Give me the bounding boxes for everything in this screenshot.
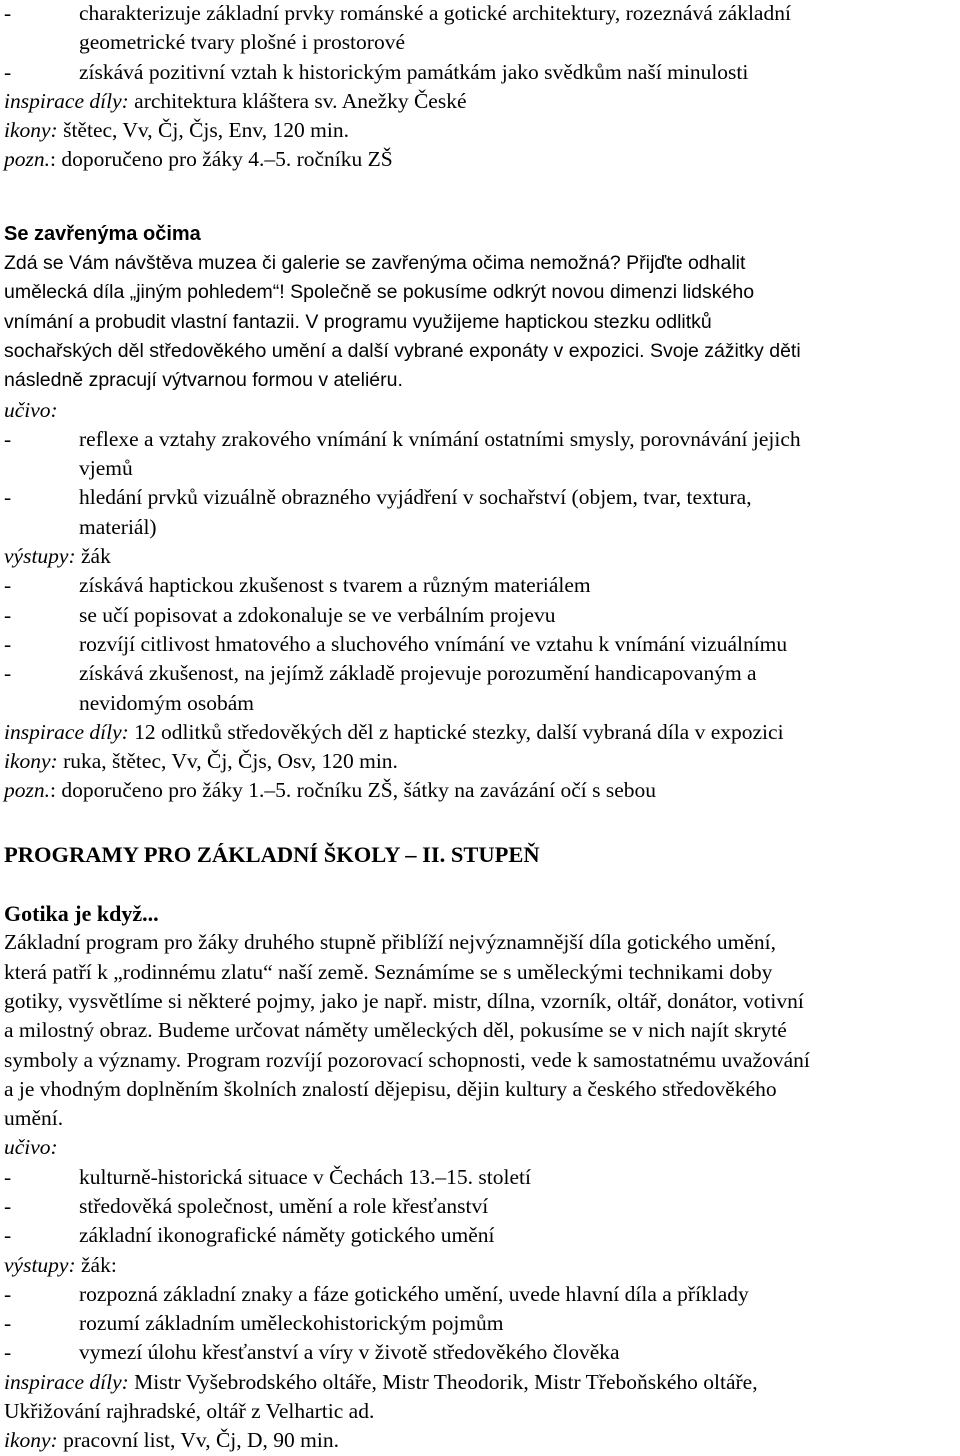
section-heading: PROGRAMY PRO ZÁKLADNÍ ŠKOLY – II. STUPEŇ [4,841,540,867]
top-goals-list [4,0,954,87]
pozn-line [4,776,954,805]
inspirace-value: architektura kláštera sv. Anežky České [128,88,467,113]
bullet-dash: - [4,1281,12,1306]
bullet-dash: - [4,485,12,510]
intro-line: sochařských děl středověkého umění a další vybrané exponáty v expozici. Svoje zážitky děti [4,339,801,362]
bullet-dash: - [4,426,12,451]
list-item [4,483,954,542]
inspirace-label: inspirace díly: [4,88,129,113]
intro-line: následně zpracují výtvarnou formou v ateliéru. [4,369,403,392]
list-item-line: základní ikonografické náměty gotického umění [79,1223,495,1248]
list-item [4,1338,954,1367]
vystupy-value: žák [75,544,111,569]
vystupy-line [4,1251,954,1280]
ikony-label: ikony: [4,749,58,774]
bullet-dash: - [4,1311,12,1336]
ikony-value: štětec, Vv, Čj, Čjs, Env, 120 min. [57,118,349,143]
inspirace-label: inspirace díly: [4,719,129,744]
list-item [4,1221,954,1250]
list-item-line: hledání prvků vizuálně obrazného vyjádření v sochařství (objem, tvar, textura, [79,485,752,510]
intro-line: a je vhodným doplněním školních znalostí dějepisu, dějin kultury a českého středověkého [4,1076,777,1101]
bullet-dash: - [4,1164,12,1189]
list-item [4,630,954,659]
inspirace-line [4,87,954,116]
bullet-dash: - [4,661,12,686]
pozn-value: : doporučeno pro žáky 1.–5. ročníku ZŠ, šátky na zavázání očí s sebou [50,778,657,803]
inspirace-value: 12 odlitků středověkých děl z haptické stezky, další vybraná díla v expozici [128,719,784,744]
ikony-value: ruka, štětec, Vv, Čj, Čjs, Osv, 120 min. [57,749,398,774]
ucivo-list [4,1163,954,1251]
vystupy-list [4,1280,954,1368]
bullet-dash: - [4,602,12,627]
list-item-line: materiál) [79,514,157,539]
ikony-value: pracovní list, Vv, Čj, D, 90 min. [57,1428,340,1453]
bullet-dash: - [4,1,12,25]
inspirace-value: Mistr Vyšebrodského oltáře, Mistr Theodorik, Mistr Třeboňského oltáře, [128,1369,758,1394]
list-item-line: se učí popisovat a zdokonaluje se ve verbálním projevu [79,602,556,627]
document-page [4,0,954,1456]
intro-line: a milostný obraz. Budeme určovat náměty uměleckých děl, pokusíme se v nich najít skryté [4,1018,787,1043]
ikony-label: ikony: [4,118,58,143]
list-item [4,659,954,718]
bullet-dash: - [4,573,12,598]
list-item-line: získává haptickou zkušenost s tvarem a různým materiálem [79,573,591,598]
ucivo-label: učivo: [4,397,58,422]
intro-line: vnímání a probudit vlastní fantazii. V programu využijeme haptickou stezku odlitků [4,310,712,333]
list-item [4,601,954,630]
bullet-dash: - [4,59,12,84]
ucivo-list [4,425,954,542]
list-item [4,1309,954,1338]
intro-line: Základní program pro žáky druhého stupně přiblíží nejvýznamnější díla gotického umění, [4,930,776,955]
inspirace-continuation: Ukřižování rajhradské, oltář z Velhartic ad. [4,1399,375,1424]
inspirace-line [4,718,954,747]
spacer [4,806,954,840]
intro-line: která patří k „rodinnému zlatu“ naší země. Seznámíme se s uměleckými technikami doby [4,959,773,984]
pozn-value: : doporučeno pro žáky 4.–5. ročníku ZŠ [50,147,393,172]
program-intro [4,928,954,1133]
list-item-line: charakterizuje základní prvky románské a gotické architektury, rozeznává základní [79,1,791,25]
vystupy-value: žák: [75,1252,117,1277]
ikony-line [4,1426,954,1455]
list-item [4,1192,954,1221]
bullet-dash: - [4,1193,12,1218]
intro-line: Zdá se Vám návštěva muzea či galerie se zavřenýma očima nemožná? Přijďte odhalit [4,252,746,275]
vystupy-label: výstupy: [4,544,76,569]
inspirace-line [4,1368,954,1397]
bullet-dash: - [4,631,12,656]
ikony-line [4,747,954,776]
pozn-line [4,145,954,174]
spacer [4,869,954,899]
list-item-line: rozpozná základní znaky a fáze gotického umění, uvede hlavní díla a příklady [79,1281,749,1306]
ucivo-label: učivo: [4,1135,58,1160]
list-item-line: kulturně-historická situace v Čechách 13.–15. století [79,1164,531,1189]
program-title: Gotika je když... [4,901,159,927]
intro-line: gotiky, vysvětlíme si některé pojmy, jako je např. mistr, dílna, vzorník, oltář, donátor, votivní [4,988,804,1013]
spacer [4,175,954,205]
intro-line: umělecká díla „jiným pohledem“! Společně se pokusíme odkrýt novou dimenzi lidského [4,281,755,304]
inspirace-label: inspirace díly: [4,1369,129,1394]
list-item-line: nevidomým osobám [79,690,254,715]
pozn-label: pozn. [4,147,50,172]
intro-line: umění. [4,1106,64,1131]
program-title: Se zavřenýma očima [4,222,201,245]
program-intro [4,249,954,395]
list-item-line: rozvíjí citlivost hmatového a sluchového vnímání ve vztahu k vnímání vizuálnímu [79,631,788,656]
list-item-line: geometrické tvary plošné i prostorové [79,30,405,55]
list-item [4,1163,954,1192]
list-item-line: vymezí úlohu křesťanství a víry v životě středověkého člověka [79,1340,620,1365]
list-item [4,425,954,484]
bullet-dash: - [4,1340,12,1365]
pozn-label: pozn. [4,778,50,803]
list-item [4,0,954,58]
intro-line: symboly a významy. Program rozvíjí pozorovací schopnosti, vede k samostatnému uvažování [4,1047,810,1072]
list-item [4,1280,954,1309]
list-item [4,571,954,600]
spacer [4,205,954,220]
list-item-line: rozumí základním uměleckohistorickým pojmům [79,1311,504,1336]
list-item [4,58,954,87]
list-item-line: vjemů [79,456,133,481]
bullet-dash: - [4,1223,12,1248]
vystupy-label: výstupy: [4,1252,76,1277]
vystupy-list [4,571,954,717]
list-item-line: reflexe a vztahy zrakového vnímání k vnímání ostatními smysly, porovnávání jejich [79,426,801,451]
ikony-line [4,116,954,145]
list-item-line: středověká společnost, umění a role křesťanství [79,1193,489,1218]
list-item-line: získává pozitivní vztah k historickým památkám jako svědkům naší minulosti [79,59,749,84]
ikony-label: ikony: [4,1428,58,1453]
list-item-line: získává zkušenost, na jejímž základě projevuje porozumění handicapovaným a [79,661,757,686]
vystupy-line [4,542,954,571]
